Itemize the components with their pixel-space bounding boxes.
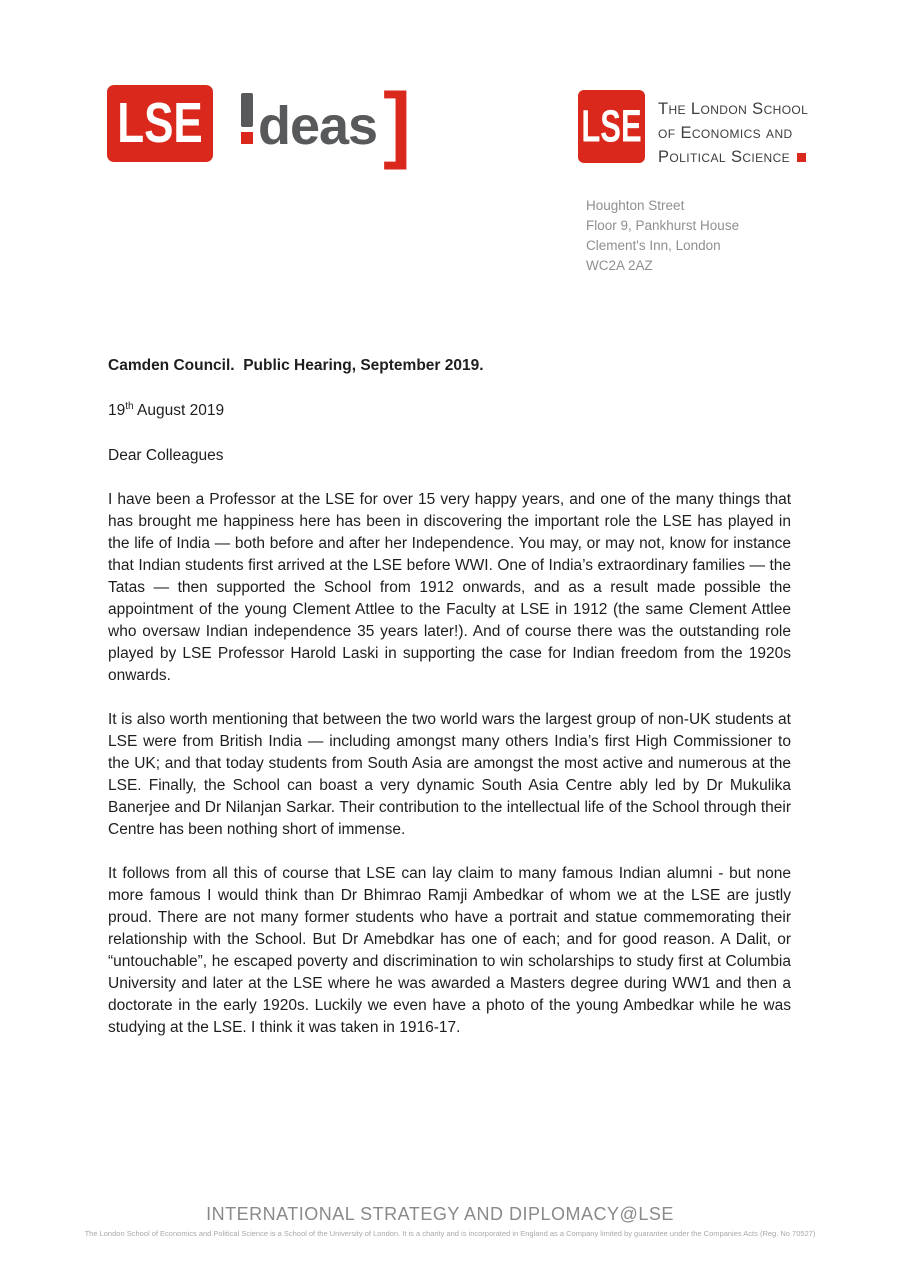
ideas-wordmark: deas	[258, 96, 378, 156]
ideas-exclamation-dot	[241, 132, 253, 144]
date-rest: August 2019	[133, 402, 225, 419]
letter-body	[108, 355, 791, 1061]
ideas-bracket: ]	[383, 76, 412, 170]
paragraph-1: I have been a Professor at the LSE for over 15 very happy years, and one of the many things that has brought me happiness here has been in discovering the important role the LSE has played in the life of India — both before and after her Independence. You may, or may not, know for instance that Indian students first arrived at the LSE before WWI. One of India’s extraordinary families — the Tatas — then supported the School from 1912 onwards, and as a result made possible the appointment of the young Clement Attlee to the Faculty at LSE in 1912 (the same Clement Attlee who oversaw Indian independence 35 years later!). And of course there was the outstanding role played by LSE Professor Harold Laski in supporting the case for Indian freedom from the 1920s onwards.	[108, 491, 791, 684]
address-block	[586, 196, 739, 276]
ideas-exclamation-bar	[241, 93, 253, 127]
address-line-2: Floor 9, Pankhurst House	[586, 218, 740, 233]
ideas-exclamation-icon	[241, 93, 253, 144]
salutation: Dear Colleagues	[108, 447, 224, 464]
footer-legal: The London School of Economics and Political Science is a School of the University of London. It is a charity and is incorporated in England as a Company limited by guarantee under the Companies Acts (Reg. No 70527)	[84, 1229, 816, 1238]
lse-logo-text	[658, 97, 808, 169]
lse-logo-line-1: The London School	[658, 100, 809, 118]
footer-program: INTERNATIONAL STRATEGY AND DIPLOMACY@LSE	[206, 1204, 674, 1224]
lse-box-icon	[578, 90, 645, 163]
lse-logo-line-3	[658, 145, 808, 169]
lse-logo-line-3-text: Political Science	[658, 148, 791, 166]
lse-ideas-box-icon	[107, 85, 213, 162]
lse-box-text: LSE	[581, 101, 642, 152]
paragraph-3: It follows from all this of course that LSE can lay claim to many famous Indian alumni - but none more famous I would think than Dr Bhimrao Ramji Ambedkar of whom we at the LSE are justly proud. There are not many former students who have a portrait and statue commemorating their relationship with the School. But Dr Amebdkar has one of each; and for good reason. A Dalit, or “untouchable”, he escaped poverty and discrimination to win scholarships to study first at Columbia University and later at the LSE where he was awarded a Masters degree during WW1 and then a doctorate in the early 1920s. Luckily we even have a photo of the young Ambedkar while he was studying at the LSE. I think it was taken in 1916-17.	[108, 865, 791, 1036]
address-line-3: Clement's Inn, London	[586, 238, 721, 253]
red-square-icon	[797, 153, 806, 162]
lse-ideas-logo	[107, 76, 412, 170]
date-day: 19	[108, 402, 126, 419]
letter-date	[108, 400, 791, 422]
address-line-1: Houghton Street	[586, 198, 685, 213]
lse-logo	[578, 90, 808, 169]
date-ordinal: th	[125, 400, 134, 412]
lse-ideas-box-text: LSE	[117, 91, 203, 155]
paragraph-2: It is also worth mentioning that between the two world wars the largest group of non-UK students at LSE were from British India — including amongst many others India’s first High Commissioner to the UK; and that today students from South Asia are amongst the most active and numerous at the LSE. Finally, the School can boast a very dynamic South Asia Centre ably led by Dr Mukulika Banerjee and Dr Nilanjan Sarkar. Their contribution to the intellectual life of the School through their Centre has been nothing short of immense.	[108, 711, 791, 838]
letter-heading: Camden Council. Public Hearing, September 2019.	[108, 357, 484, 374]
lse-logo-line-2: of Economics and	[658, 124, 793, 142]
address-line-4: WC2A 2AZ	[586, 258, 653, 273]
